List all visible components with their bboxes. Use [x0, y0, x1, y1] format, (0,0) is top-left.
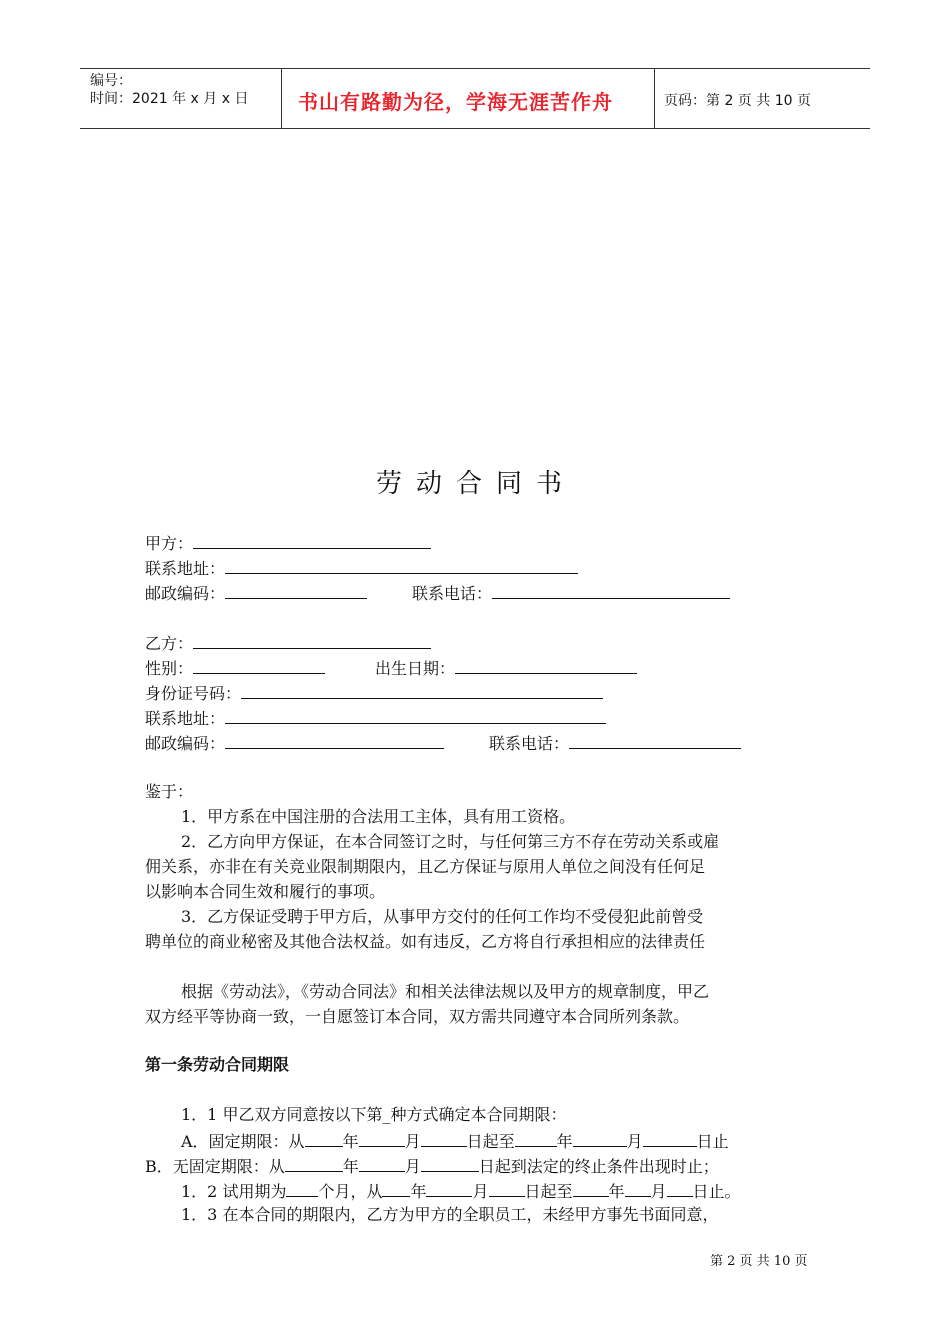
page-title: 劳动合同书 — [376, 469, 577, 499]
probation-day-1: 日起至 — [524, 1182, 573, 1201]
fixed-day-1: 日起至 — [466, 1132, 515, 1151]
party-b-gender-label: 性别： — [145, 659, 194, 678]
probation-months: 个月，从 — [318, 1182, 383, 1201]
whereas-item-2-line-3: 以影响本合同生效和履行的事项。 — [145, 882, 386, 901]
probation-blank-day-2 — [667, 1178, 693, 1197]
fixed-blank-day-2 — [643, 1128, 697, 1147]
party-b-birth-blank — [455, 655, 637, 674]
fixed-blank-year-1 — [305, 1128, 343, 1147]
footer-page-number: 第 2 页 共 10 页 — [710, 1254, 808, 1269]
whereas-item-1: 1．甲方系在中国注册的合法用工主体，具有用工资格。 — [181, 807, 576, 826]
header-top-rule — [80, 68, 870, 69]
party-b-birth-label: 出生日期： — [375, 659, 456, 678]
whereas-item-3-line-1: 3．乙方保证受聘于甲方后，从事甲方交付的任何工作均不受侵犯此前曾受 — [181, 907, 704, 926]
party-a-label: 甲方： — [145, 534, 194, 553]
party-b-id-label: 身份证号码： — [145, 684, 242, 703]
whereas-item-2-line-2: 佣关系，亦非在有关竞业限制期限内，且乙方保证与原用人单位之间没有任何足 — [145, 857, 706, 876]
article-1-1: 1．1 甲乙双方同意按以下第_种方式确定本合同期限： — [181, 1105, 567, 1124]
open-blank-month — [359, 1153, 405, 1172]
party-a-postcode-line — [145, 580, 367, 606]
whereas-heading: 鉴于： — [145, 782, 194, 801]
party-b-postcode-blank — [225, 730, 444, 749]
header-page-info: 页码：第 2 页 共 10 页 — [664, 93, 811, 109]
article-1-title: 第一条劳动合同期限 — [145, 1055, 290, 1074]
party-a-address-blank — [225, 555, 578, 574]
party-b-id-line — [145, 680, 603, 706]
fixed-day-2: 日止 — [696, 1132, 729, 1151]
fixed-year-1: 年 — [342, 1132, 359, 1151]
party-b-address-line — [145, 705, 606, 731]
open-blank-day — [421, 1153, 479, 1172]
party-a-line — [145, 530, 431, 556]
probation-line — [181, 1178, 741, 1204]
probation-year-1: 年 — [410, 1182, 427, 1201]
fixed-blank-year-2 — [515, 1128, 557, 1147]
probation-month-2: 月 — [650, 1182, 667, 1201]
party-b-blank — [193, 630, 431, 649]
probation-blank-year-1 — [382, 1178, 410, 1197]
probation-year-2: 年 — [608, 1182, 625, 1201]
open-term-prefix: B．无固定期限：从 — [145, 1157, 285, 1176]
basis-line-1: 根据《劳动法》，《劳动合同法》和相关法律法规以及甲方的规章制度，甲乙 — [181, 982, 710, 1001]
fixed-month-1: 月 — [404, 1132, 421, 1151]
probation-month-1: 月 — [472, 1182, 489, 1201]
article-1-3: 1．3 在本合同的期限内，乙方为甲方的全职员工，未经甲方事先书面同意， — [181, 1205, 719, 1224]
party-b-birth-line — [375, 655, 637, 681]
party-b-line — [145, 630, 431, 656]
open-month: 月 — [404, 1157, 421, 1176]
header-number: 编号： — [90, 73, 132, 89]
header-divider-left — [281, 68, 282, 129]
header-motto: 书山有路勤为径，学海无涯苦作舟 — [298, 90, 613, 114]
fixed-term-line — [181, 1128, 729, 1154]
party-b-phone-blank — [569, 730, 741, 749]
party-b-gender-blank — [193, 655, 325, 674]
whereas-item-2-line-1: 2．乙方向甲方保证，在本合同签订之时，与任何第三方不存在劳动关系或雇 — [181, 832, 720, 851]
fixed-month-2: 月 — [626, 1132, 643, 1151]
fixed-blank-month-2 — [573, 1128, 627, 1147]
party-a-phone-blank — [492, 580, 730, 599]
open-blank-year — [285, 1153, 343, 1172]
probation-day-2: 日止。 — [692, 1182, 741, 1201]
fixed-year-2: 年 — [556, 1132, 573, 1151]
party-b-postcode-line — [145, 730, 444, 756]
party-b-address-label: 联系地址： — [145, 709, 226, 728]
open-term-suffix: 日起到法定的终止条件出现时止； — [478, 1157, 719, 1176]
party-b-address-blank — [225, 705, 606, 724]
party-a-phone-label: 联系电话： — [412, 584, 493, 603]
party-b-phone-label: 联系电话： — [489, 734, 570, 753]
probation-blank-month-2 — [625, 1178, 651, 1197]
probation-prefix: 1．2 试用期为 — [181, 1182, 287, 1201]
probation-blank-day-1 — [489, 1178, 525, 1197]
probation-blank-year-2 — [573, 1178, 609, 1197]
header-time: 时间：2021 年 x 月 x 日 — [90, 91, 249, 107]
basis-line-2: 双方经平等协商一致，一自愿签订本合同，双方需共同遵守本合同所列条款。 — [145, 1007, 690, 1026]
fixed-blank-month-1 — [359, 1128, 405, 1147]
party-a-postcode-blank — [225, 580, 367, 599]
party-a-address-label: 联系地址： — [145, 559, 226, 578]
party-b-postcode-label: 邮政编码： — [145, 734, 226, 753]
party-a-blank — [193, 530, 431, 549]
party-b-phone-line — [489, 730, 741, 756]
whereas-item-3-line-2: 聘单位的商业秘密及其他合法权益。如有违反，乙方将自行承担相应的法律责任 — [145, 932, 706, 951]
open-year: 年 — [342, 1157, 359, 1176]
party-a-address-line — [145, 555, 578, 581]
fixed-term-prefix: A．固定期限：从 — [181, 1132, 305, 1151]
party-b-id-blank — [241, 680, 603, 699]
fixed-blank-day-1 — [421, 1128, 467, 1147]
party-b-label: 乙方： — [145, 634, 194, 653]
probation-blank-months — [286, 1178, 318, 1197]
party-b-gender-line — [145, 655, 325, 681]
party-a-phone-line — [412, 580, 730, 606]
party-a-postcode-label: 邮政编码： — [145, 584, 226, 603]
header-divider-right — [654, 68, 655, 129]
open-term-line — [145, 1153, 719, 1179]
probation-blank-month-1 — [426, 1178, 472, 1197]
header-bottom-rule — [80, 128, 870, 129]
